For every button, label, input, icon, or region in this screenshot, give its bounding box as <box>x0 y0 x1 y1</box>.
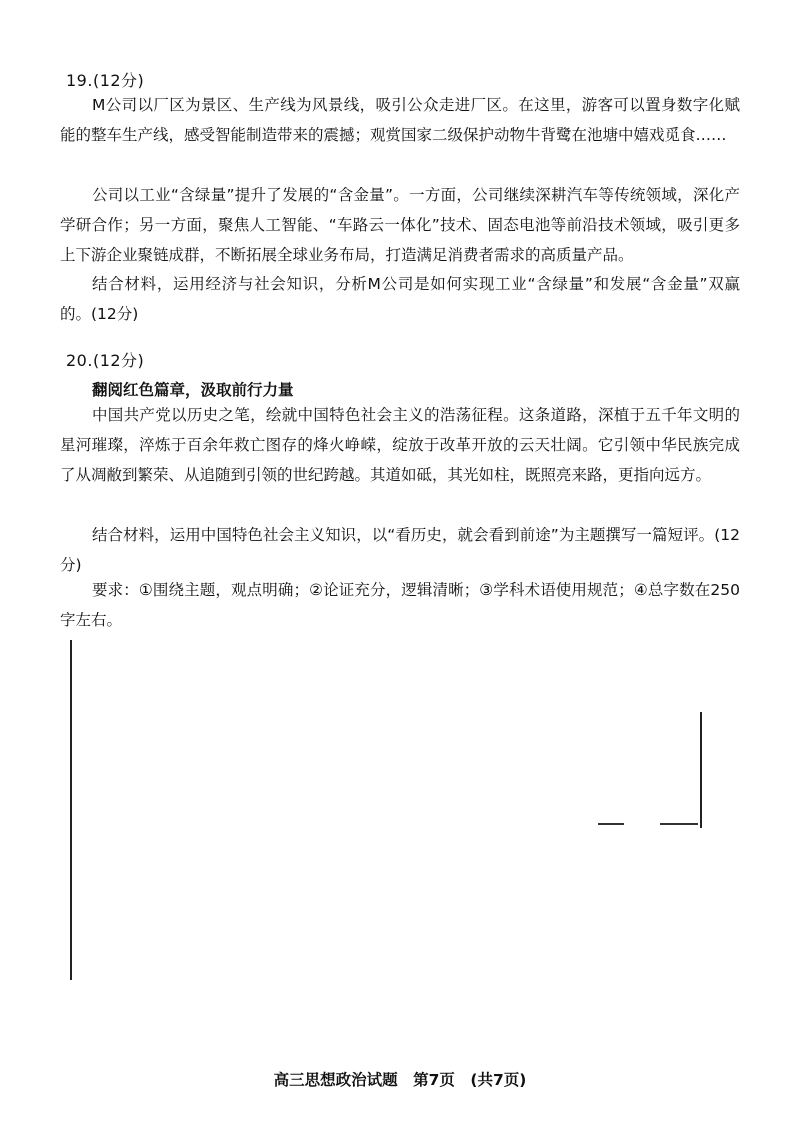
question-19-material-paragraph-2: 公司以工业“含绿量”提升了发展的“含金量”。一方面，公司继续深耕汽车等传统领域，深化产学研合作；另一方面，聚焦人工智能、“车路云一体化”技术、固态电池等前沿技术领域，吸引更多上下游企业聚链成群，不断拓展全球业务布局，打造满足消费者需求的高质量产品。 <box>60 186 740 264</box>
question-20-subtitle: 翻阅红色篇章，汲取前行力量 <box>92 380 294 399</box>
question-20-material-paragraph: 中国共产党以历史之笔，绘就中国特色社会主义的浩荡征程。这条道路，深植于五千年文明的星河璀璨，淬炼于百余年救亡图存的烽火峥嵘，绽放于改革开放的云天壮阔。它引领中华民族完成了从凋敝到繁荣、从追随到引领的世纪跨越。其道如砥，其光如柱，既照亮来路，更指向远方。 <box>60 406 740 484</box>
question-20-header: 20.(12分) <box>66 351 145 370</box>
answer-area-left-border <box>70 640 72 980</box>
answer-area-bottom-mark-1 <box>598 823 624 825</box>
question-20-requirements: 要求：①围绕主题，观点明确；②论证充分，逻辑清晰；③学科术语使用规范；④总字数在250字左右。 <box>60 581 740 629</box>
question-20-prompt: 结合材料，运用中国特色社会主义知识，以“看历史，就会看到前途”为主题撰写一篇短评。(12分) <box>60 526 740 574</box>
answer-area-bottom-mark-2 <box>660 823 698 825</box>
question-19-prompt: 结合材料，运用经济与社会知识，分析M公司是如何实现工业“含绿量”和发展“含金量”双赢的。(12分) <box>60 275 740 323</box>
question-19-material-paragraph-1: M公司以厂区为景区、生产线为风景线，吸引公众走进厂区。在这里，游客可以置身数字化赋能的整车生产线，感受智能制造带来的震撼；观赏国家二级保护动物牛背鹭在池塘中嬉戏觅食…… <box>60 96 740 144</box>
answer-area-right-border <box>700 712 702 828</box>
page-footer: 高三思想政治试题 第7页 (共7页) <box>273 1071 527 1089</box>
question-19-header: 19.(12分) <box>66 71 145 90</box>
